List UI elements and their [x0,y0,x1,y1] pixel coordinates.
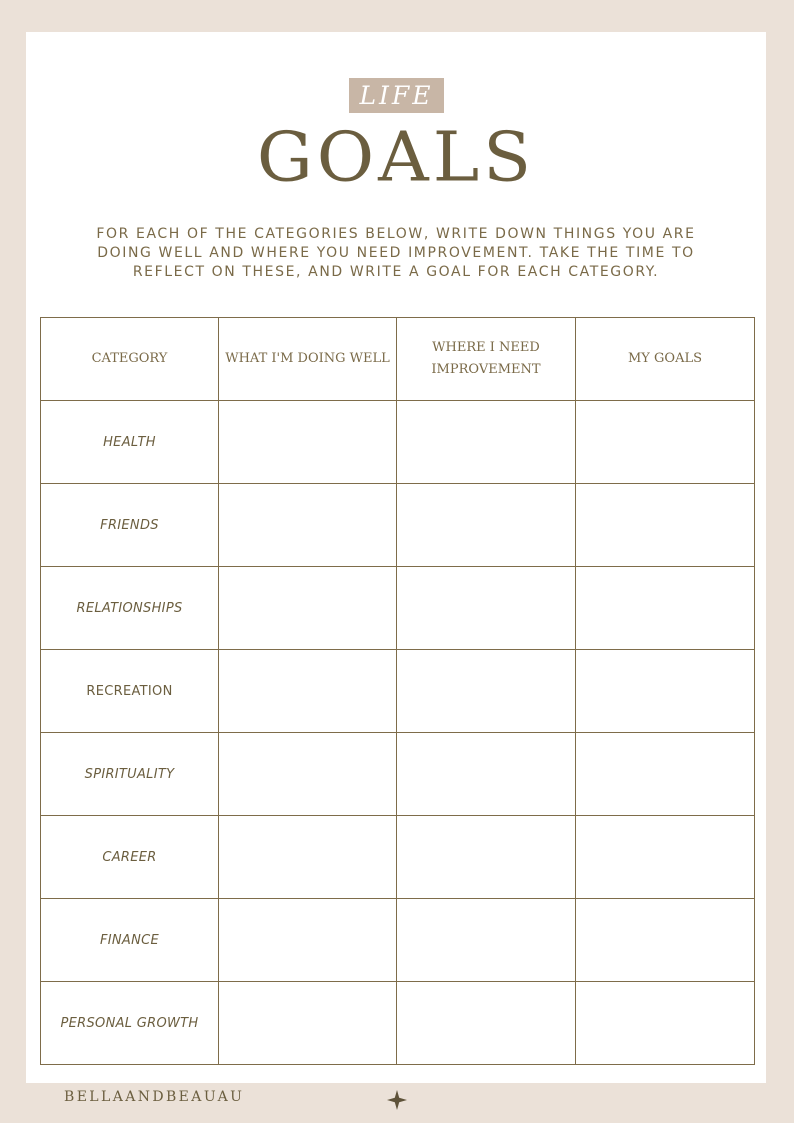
life-badge: LIFE [349,78,444,113]
category-friends: FRIENDS [41,484,219,567]
doing-well-cell[interactable] [219,733,397,816]
goal-cell[interactable] [576,650,755,733]
column-header-category: CATEGORY [41,318,219,401]
table-row [41,650,755,733]
goal-cell[interactable] [576,401,755,484]
goals-table [40,317,755,1065]
doing-well-cell[interactable] [219,816,397,899]
table-row [41,982,755,1065]
table-row [41,401,755,484]
doing-well-cell[interactable] [219,899,397,982]
table-row [41,816,755,899]
category-health: HEALTH [41,401,219,484]
sparkle-icon [386,1089,408,1111]
improvement-cell[interactable] [397,401,576,484]
column-header-improvement: WHERE I NEED IMPROVEMENT [397,318,576,401]
category-spirituality: SPIRITUALITY [41,733,219,816]
improvement-cell[interactable] [397,567,576,650]
column-header-my-goals: MY GOALS [576,318,755,401]
doing-well-cell[interactable] [219,567,397,650]
page-title: GOALS [256,116,536,198]
table-row [41,899,755,982]
table-row [41,484,755,567]
improvement-cell[interactable] [397,650,576,733]
improvement-cell[interactable] [397,484,576,567]
table-row [41,733,755,816]
category-recreation: RECREATION [41,650,219,733]
improvement-cell[interactable] [397,982,576,1065]
worksheet-page [26,32,766,1083]
goal-cell[interactable] [576,733,755,816]
doing-well-cell[interactable] [219,650,397,733]
goal-cell[interactable] [576,982,755,1065]
improvement-cell[interactable] [397,816,576,899]
doing-well-cell[interactable] [219,484,397,567]
doing-well-cell[interactable] [219,982,397,1065]
goal-cell[interactable] [576,484,755,567]
column-header-doing-well: WHAT I'M DOING WELL [219,318,397,401]
improvement-cell[interactable] [397,733,576,816]
category-relationships: RELATIONSHIPS [41,567,219,650]
goal-cell[interactable] [576,567,755,650]
category-career: CAREER [41,816,219,899]
goal-cell[interactable] [576,899,755,982]
goal-cell[interactable] [576,816,755,899]
table-row [41,567,755,650]
table-header-row [41,318,755,401]
improvement-cell[interactable] [397,899,576,982]
brand-name: BELLAANDBEAUAU [64,1089,245,1105]
doing-well-cell[interactable] [219,401,397,484]
category-personal-growth: PERSONAL GROWTH [41,982,219,1065]
category-finance: FINANCE [41,899,219,982]
instructions-text: FOR EACH OF THE CATEGORIES BELOW, WRITE DOWN THINGS YOU ARE DOING WELL AND WHERE YOU NEED IMPROVEMENT. TAKE THE TIME TO REFLECT ON THESE, AND WRITE A GOAL FOR EACH CATEGORY. [96,226,696,280]
